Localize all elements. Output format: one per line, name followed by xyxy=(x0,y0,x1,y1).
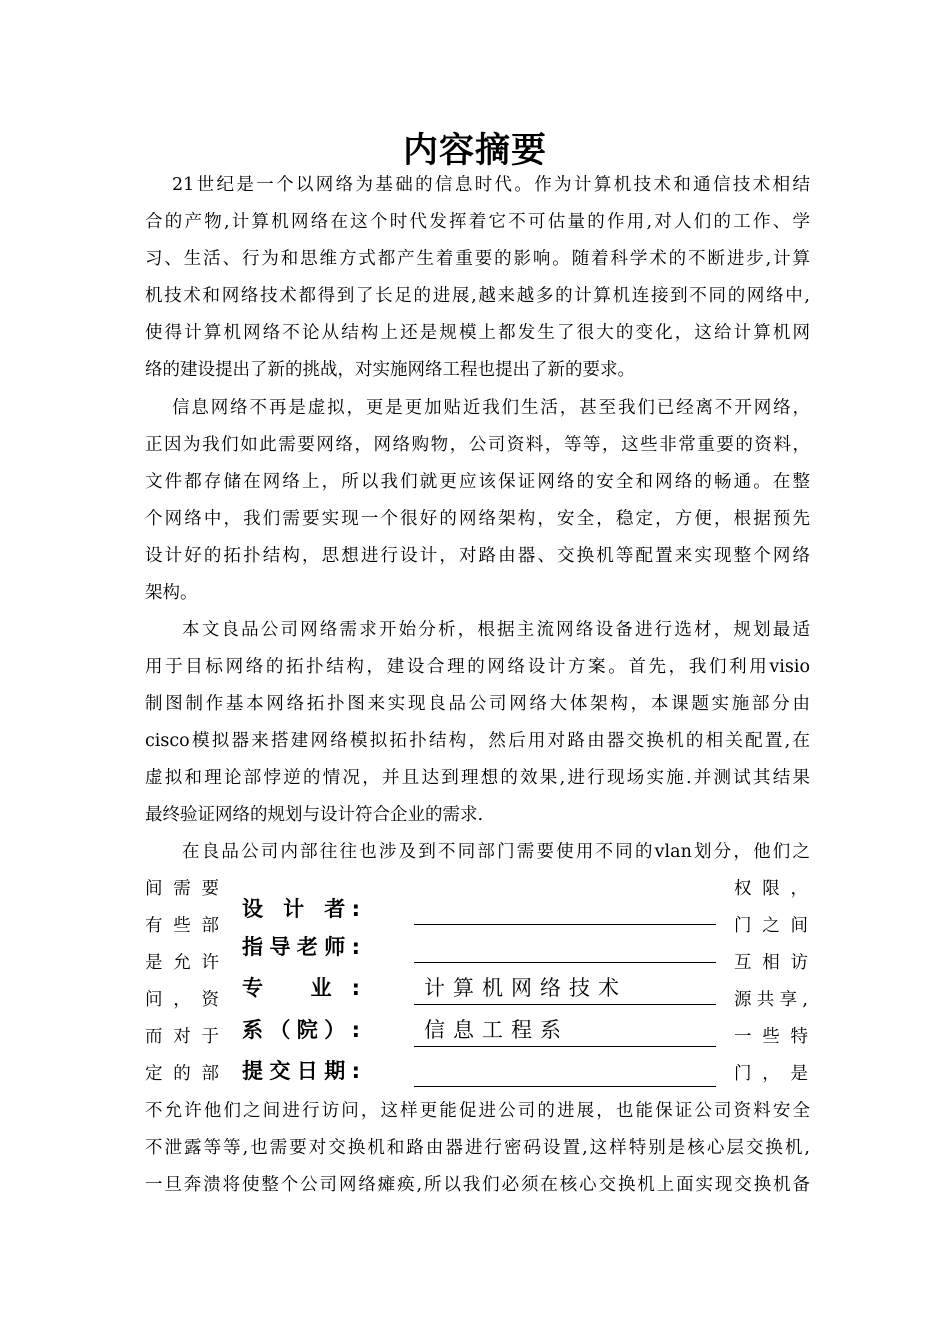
paragraph-4-right-fragment: 互相访 xyxy=(734,953,808,973)
page-title: 内容摘要 xyxy=(402,131,547,171)
paragraph-3-line-4: cisco模拟器来搭建网络模拟拓扑结构，然后用对路由器交换机的相关配置,在 xyxy=(145,731,810,751)
submit-date-label: 提交日期: xyxy=(242,1059,360,1083)
department-field-line xyxy=(414,1016,716,1047)
paragraph-2-line-2: 正因为我们如此需要网络，网络购物，公司资料，等等，这些非常重要的资料， xyxy=(145,435,810,455)
major-label: 专 业: xyxy=(242,976,360,1000)
paragraph-4-right-fragment: 源共享, xyxy=(734,990,808,1010)
paragraph-4-right-fragment: 一些特 xyxy=(734,1027,808,1047)
paragraph-2-line-5: 设计好的拓扑结构，思想进行设计，对路由器、交换机等配置来实现整个网络 xyxy=(145,546,810,566)
paragraph-1-line-3: 习、生活、行为和思维方式都产生着重要的影响。随着科学术的不断进步,计算 xyxy=(145,249,810,269)
paragraph-4-left-fragment: 问，资 xyxy=(145,990,219,1010)
paragraph-4-right-fragment: 权限， xyxy=(734,879,808,899)
paragraph-4-line-1: 在良品公司内部往往也涉及到不同部门需要使用不同的vlan划分，他们之 xyxy=(182,842,810,862)
paragraph-3-line-3: 制图制作基本网络拓扑图来实现良品公司网络大体架构，本课题实施部分由 xyxy=(145,694,810,714)
paragraph-1-line-6: 络的建设提出了新的挑战，对实施网络工程也提出了新的要求。 xyxy=(145,360,635,380)
department-label: 系（院）: xyxy=(242,1018,360,1042)
paragraph-4-right-fragment: 门之间 xyxy=(734,916,808,936)
paragraph-1-line-5: 使得计算机网络不论从结构上还是规模上都发生了很大的变化，这给计算机网 xyxy=(145,323,810,343)
paragraph-4-left-fragment: 定的部 xyxy=(145,1064,219,1084)
paragraph-2-line-3: 文件都存储在网络上，所以我们就更应该保证网络的安全和网络的畅通。在整 xyxy=(145,472,810,492)
department-value: 信息工程系 xyxy=(424,1018,569,1042)
submit-date-field-line xyxy=(414,1056,716,1087)
major-value: 计算机网络技术 xyxy=(424,976,627,1000)
paragraph-3-line-1: 本文良品公司网络需求开始分析，根据主流网络设备进行选材，规划最适 xyxy=(182,620,810,640)
designer-label: 设 计 者: xyxy=(242,897,360,921)
paragraph-4-line-rest-1: 不允许他们之间进行访问，这样更能促进公司的进展，也能保证公司资料安全 xyxy=(145,1101,810,1121)
advisor-label: 指导老师: xyxy=(242,935,360,959)
paragraph-3-line-5: 虚拟和理论部悖逆的情况，并且达到理想的效果,进行现场实施.并测试其结果 xyxy=(145,768,810,788)
paragraph-4-line-rest-2: 不泄露等等,也需要对交换机和路由器进行密码设置,这样特别是核心层交换机, xyxy=(145,1138,810,1158)
cover-info-block xyxy=(230,878,725,1098)
paragraph-3-line-6: 最终验证网络的规划与设计符合企业的需求. xyxy=(145,805,484,825)
paragraph-2-line-1: 信息网络不再是虚拟，更是更加贴近我们生活，甚至我们已经离不开网络， xyxy=(172,398,810,418)
paragraph-1-line-2: 合的产物,计算机网络在这个时代发挥着它不可估量的作用,对人们的工作、学 xyxy=(145,212,810,232)
major-field-line xyxy=(414,974,716,1005)
paragraph-3-line-2: 用于目标网络的拓扑结构，建设合理的网络设计方案。首先，我们利用visio xyxy=(145,657,810,677)
paragraph-1-line-1: 21世纪是一个以网络为基础的信息时代。作为计算机技术和通信技术相结 xyxy=(172,175,810,195)
paragraph-4-left-fragment: 而对于 xyxy=(145,1027,219,1047)
paragraph-2-line-6: 架构。 xyxy=(145,583,198,603)
designer-field-line xyxy=(414,894,716,925)
advisor-field-line xyxy=(414,932,716,963)
paragraph-4-left-fragment: 间需要 xyxy=(145,879,219,899)
paragraph-4-right-fragment: 门，是 xyxy=(734,1064,808,1084)
paragraph-4-left-fragment: 有些部 xyxy=(145,916,219,936)
paragraph-1-line-4: 机技术和网络技术都得到了长足的进展,越来越多的计算机连接到不同的网络中, xyxy=(145,286,810,306)
paragraph-4-left-fragment: 是允许 xyxy=(145,953,219,973)
paragraph-2-line-4: 个网络中，我们需要实现一个很好的网络架构，安全，稳定，方便，根据预先 xyxy=(145,509,810,529)
paragraph-4-line-rest-3: 一旦奔溃将使整个公司网络瘫痪,所以我们必须在核心交换机上面实现交换机备 xyxy=(145,1175,810,1195)
